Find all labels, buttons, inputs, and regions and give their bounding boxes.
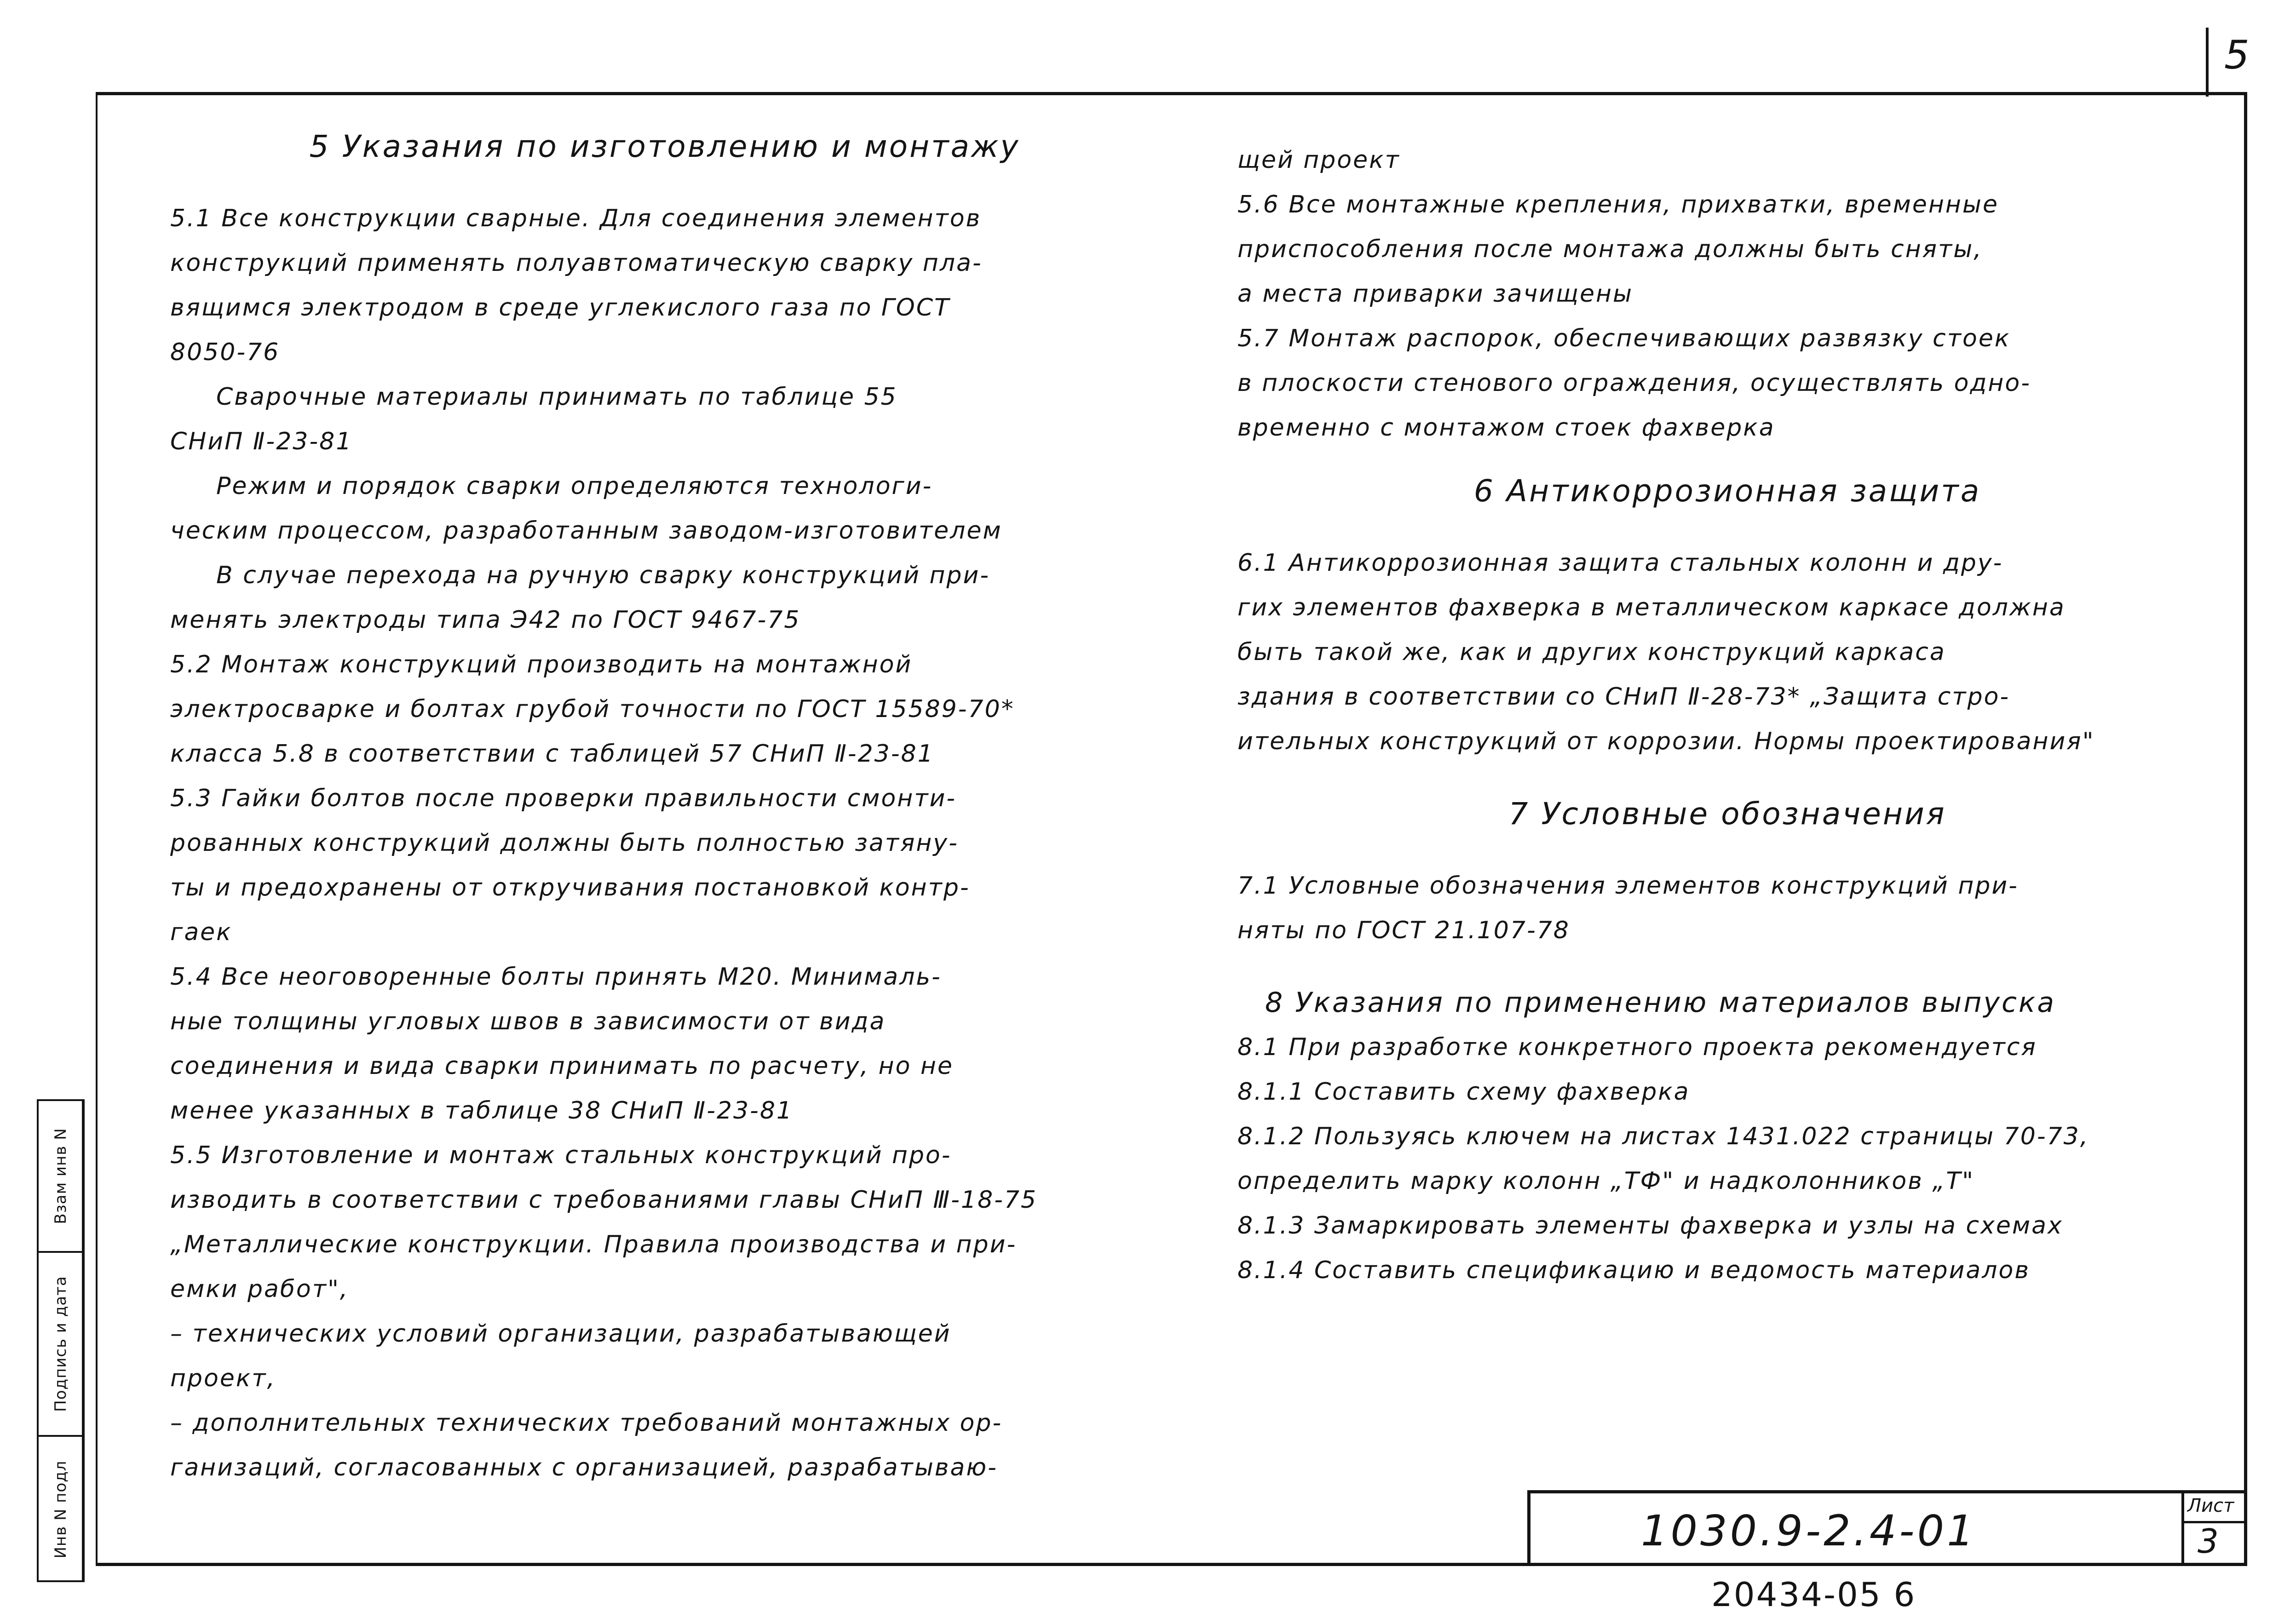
archive-number: 20434-05 6: [1711, 1575, 1916, 1614]
text-line: изводить в соответствии с требованиями главы СНиП Ⅲ-18-75: [170, 1186, 1038, 1214]
text-line: Режим и порядок сварки определяются технологи-: [216, 472, 933, 500]
text-line: 5.7 Монтаж распорок, обеспечивающих развязку стоек: [1237, 325, 2011, 352]
text-line: менее указанных в таблице 38 СНиП Ⅱ-23-81: [170, 1097, 793, 1125]
text-line: проект,: [170, 1365, 276, 1392]
text-line: емки работ",: [170, 1275, 349, 1303]
text-line: ты и предохранены от откручивания постановкой контр-: [170, 874, 970, 901]
text-line: определить марку колонн „ТФ" и надколонников „Т": [1237, 1167, 1975, 1195]
text-line: конструкций применять полуавтоматическую сварку пла-: [170, 249, 983, 277]
sheet-number: 3: [2198, 1522, 2219, 1561]
text-line: приспособления после монтажа должны быть сняты,: [1237, 235, 1983, 263]
stamp-cell-signature: [39, 1253, 83, 1437]
text-line: быть такой же, как и других конструкций каркаса: [1237, 638, 1946, 666]
side-stamp: [37, 1099, 83, 1582]
text-line: вящимся электродом в среде углекислого газа по ГОСТ: [170, 294, 950, 321]
text-line: щей проект: [1237, 146, 1400, 174]
text-line: в плоскости стенового ограждения, осуществлять одно-: [1237, 369, 2031, 397]
spacer: [1237, 953, 2217, 981]
text-line: гаек: [170, 918, 232, 946]
heading-section-5: 5 Указания по изготовлению и монтажу: [309, 129, 1020, 164]
spacer: [1237, 450, 2217, 469]
text-line: „Металлические конструкции. Правила производства и при-: [170, 1231, 1017, 1258]
text-line: – дополнительных технических требований монтажных ор-: [170, 1409, 1003, 1437]
text-line: 8.1.3 Замаркировать элементы фахверка и узлы на схемах: [1237, 1212, 2063, 1240]
text-line: ные толщины угловых швов в зависимости от вида: [170, 1008, 886, 1035]
text-line: Сварочные материалы принимать по таблице 55: [216, 383, 898, 411]
text-line: 5.2 Монтаж конструкций производить на монтажной: [170, 651, 913, 678]
left-column: [170, 124, 1159, 1490]
text-line: няты по ГОСТ 21.107-78: [1237, 917, 1570, 944]
text-line: 8.1.1 Составить схему фахверка: [1237, 1078, 1690, 1106]
text-line: здания в соответствии со СНиП Ⅱ-28-73* „Защита стро-: [1237, 683, 2010, 711]
right-column: [1237, 138, 2217, 1293]
title-divider: [2181, 1493, 2184, 1566]
text-line: электросварке и болтах грубой точности по ГОСТ 15589-70*: [170, 695, 1015, 723]
spacer: [1237, 764, 2217, 792]
text-line: а места приварки зачищены: [1237, 280, 1634, 308]
text-line: 5.1 Все конструкции сварные. Для соединения элементов: [170, 205, 982, 232]
text-line: соединения и вида сварки принимать по расчету, но не: [170, 1052, 954, 1080]
heading-section-7: 7 Условные обозначения: [1508, 796, 1946, 832]
stamp-label-vzam: Взам инв N: [52, 1128, 70, 1224]
spacer: [170, 169, 1159, 196]
text-line: 5.5 Изготовление и монтаж стальных конструкций про-: [170, 1142, 952, 1169]
heading-section-6: 6 Антикоррозионная защита: [1473, 473, 1981, 509]
sheet-corner: [2206, 28, 2279, 97]
sheet-label: Лист: [2187, 1495, 2234, 1516]
text-line: 5.3 Гайки болтов после проверки правильности смонти-: [170, 785, 957, 812]
text-line: временно с монтажом стоек фахверка: [1237, 414, 1775, 442]
text-line: гих элементов фахверка в металлическом каркасе должна: [1237, 594, 2066, 621]
stamp-cell-vzam: [39, 1101, 83, 1253]
stamp-label-signature: Подпись и дата: [52, 1276, 70, 1412]
text-line: СНиП Ⅱ-23-81: [170, 428, 353, 455]
text-line: класса 5.8 в соответствии с таблицей 57 СНиП Ⅱ-23-81: [170, 740, 934, 768]
text-line: 8050-76: [170, 339, 280, 366]
heading-section-8: 8 Указания по применению материалов выпуска: [1265, 987, 2056, 1019]
text-line: 7.1 Условные обозначения элементов конструкций при-: [1237, 872, 2019, 900]
title-block: [1527, 1490, 2247, 1566]
text-line: ганизаций, согласованных с организацией, разрабатываю-: [170, 1454, 998, 1481]
stamp-label-inv: Инв N подл: [52, 1460, 70, 1559]
text-line: 8.1.2 Пользуясь ключем на листах 1431.022 страницы 70-73,: [1237, 1123, 2089, 1150]
text-line: – технических условий организации, разрабатывающей: [170, 1320, 951, 1348]
text-line: менять электроды типа Э42 по ГОСТ 9467-75: [170, 606, 801, 634]
text-line: рованных конструкций должны быть полностью затяну-: [170, 829, 959, 857]
stamp-cell-inv: [39, 1437, 83, 1582]
text-line: 6.1 Антикоррозионная защита стальных колонн и дру-: [1237, 549, 2003, 577]
spacer: [1237, 836, 2217, 864]
text-line: В случае перехода на ручную сварку конструкций при-: [216, 562, 990, 589]
sheet-corner-number: 5: [2224, 32, 2250, 78]
text-line: 8.1.4 Составить спецификацию и ведомость материалов: [1237, 1257, 2030, 1284]
text-line: 8.1 При разработке конкретного проекта рекомендуется: [1237, 1033, 2037, 1061]
text-line: ческим процессом, разработанным заводом-изготовителем: [170, 517, 1002, 545]
text-line: 5.6 Все монтажные крепления, прихватки, временные: [1237, 191, 1999, 218]
corner-rule: [2206, 28, 2209, 97]
side-rule: [82, 1099, 85, 1582]
text-line: 5.4 Все неоговоренные болты принять М20. Минималь-: [170, 963, 942, 991]
spacer: [1237, 513, 2217, 541]
document-code: 1030.9-2.4-01: [1641, 1506, 1977, 1555]
text-line: ительных конструкций от коррозии. Нормы проектирования": [1237, 728, 2095, 755]
